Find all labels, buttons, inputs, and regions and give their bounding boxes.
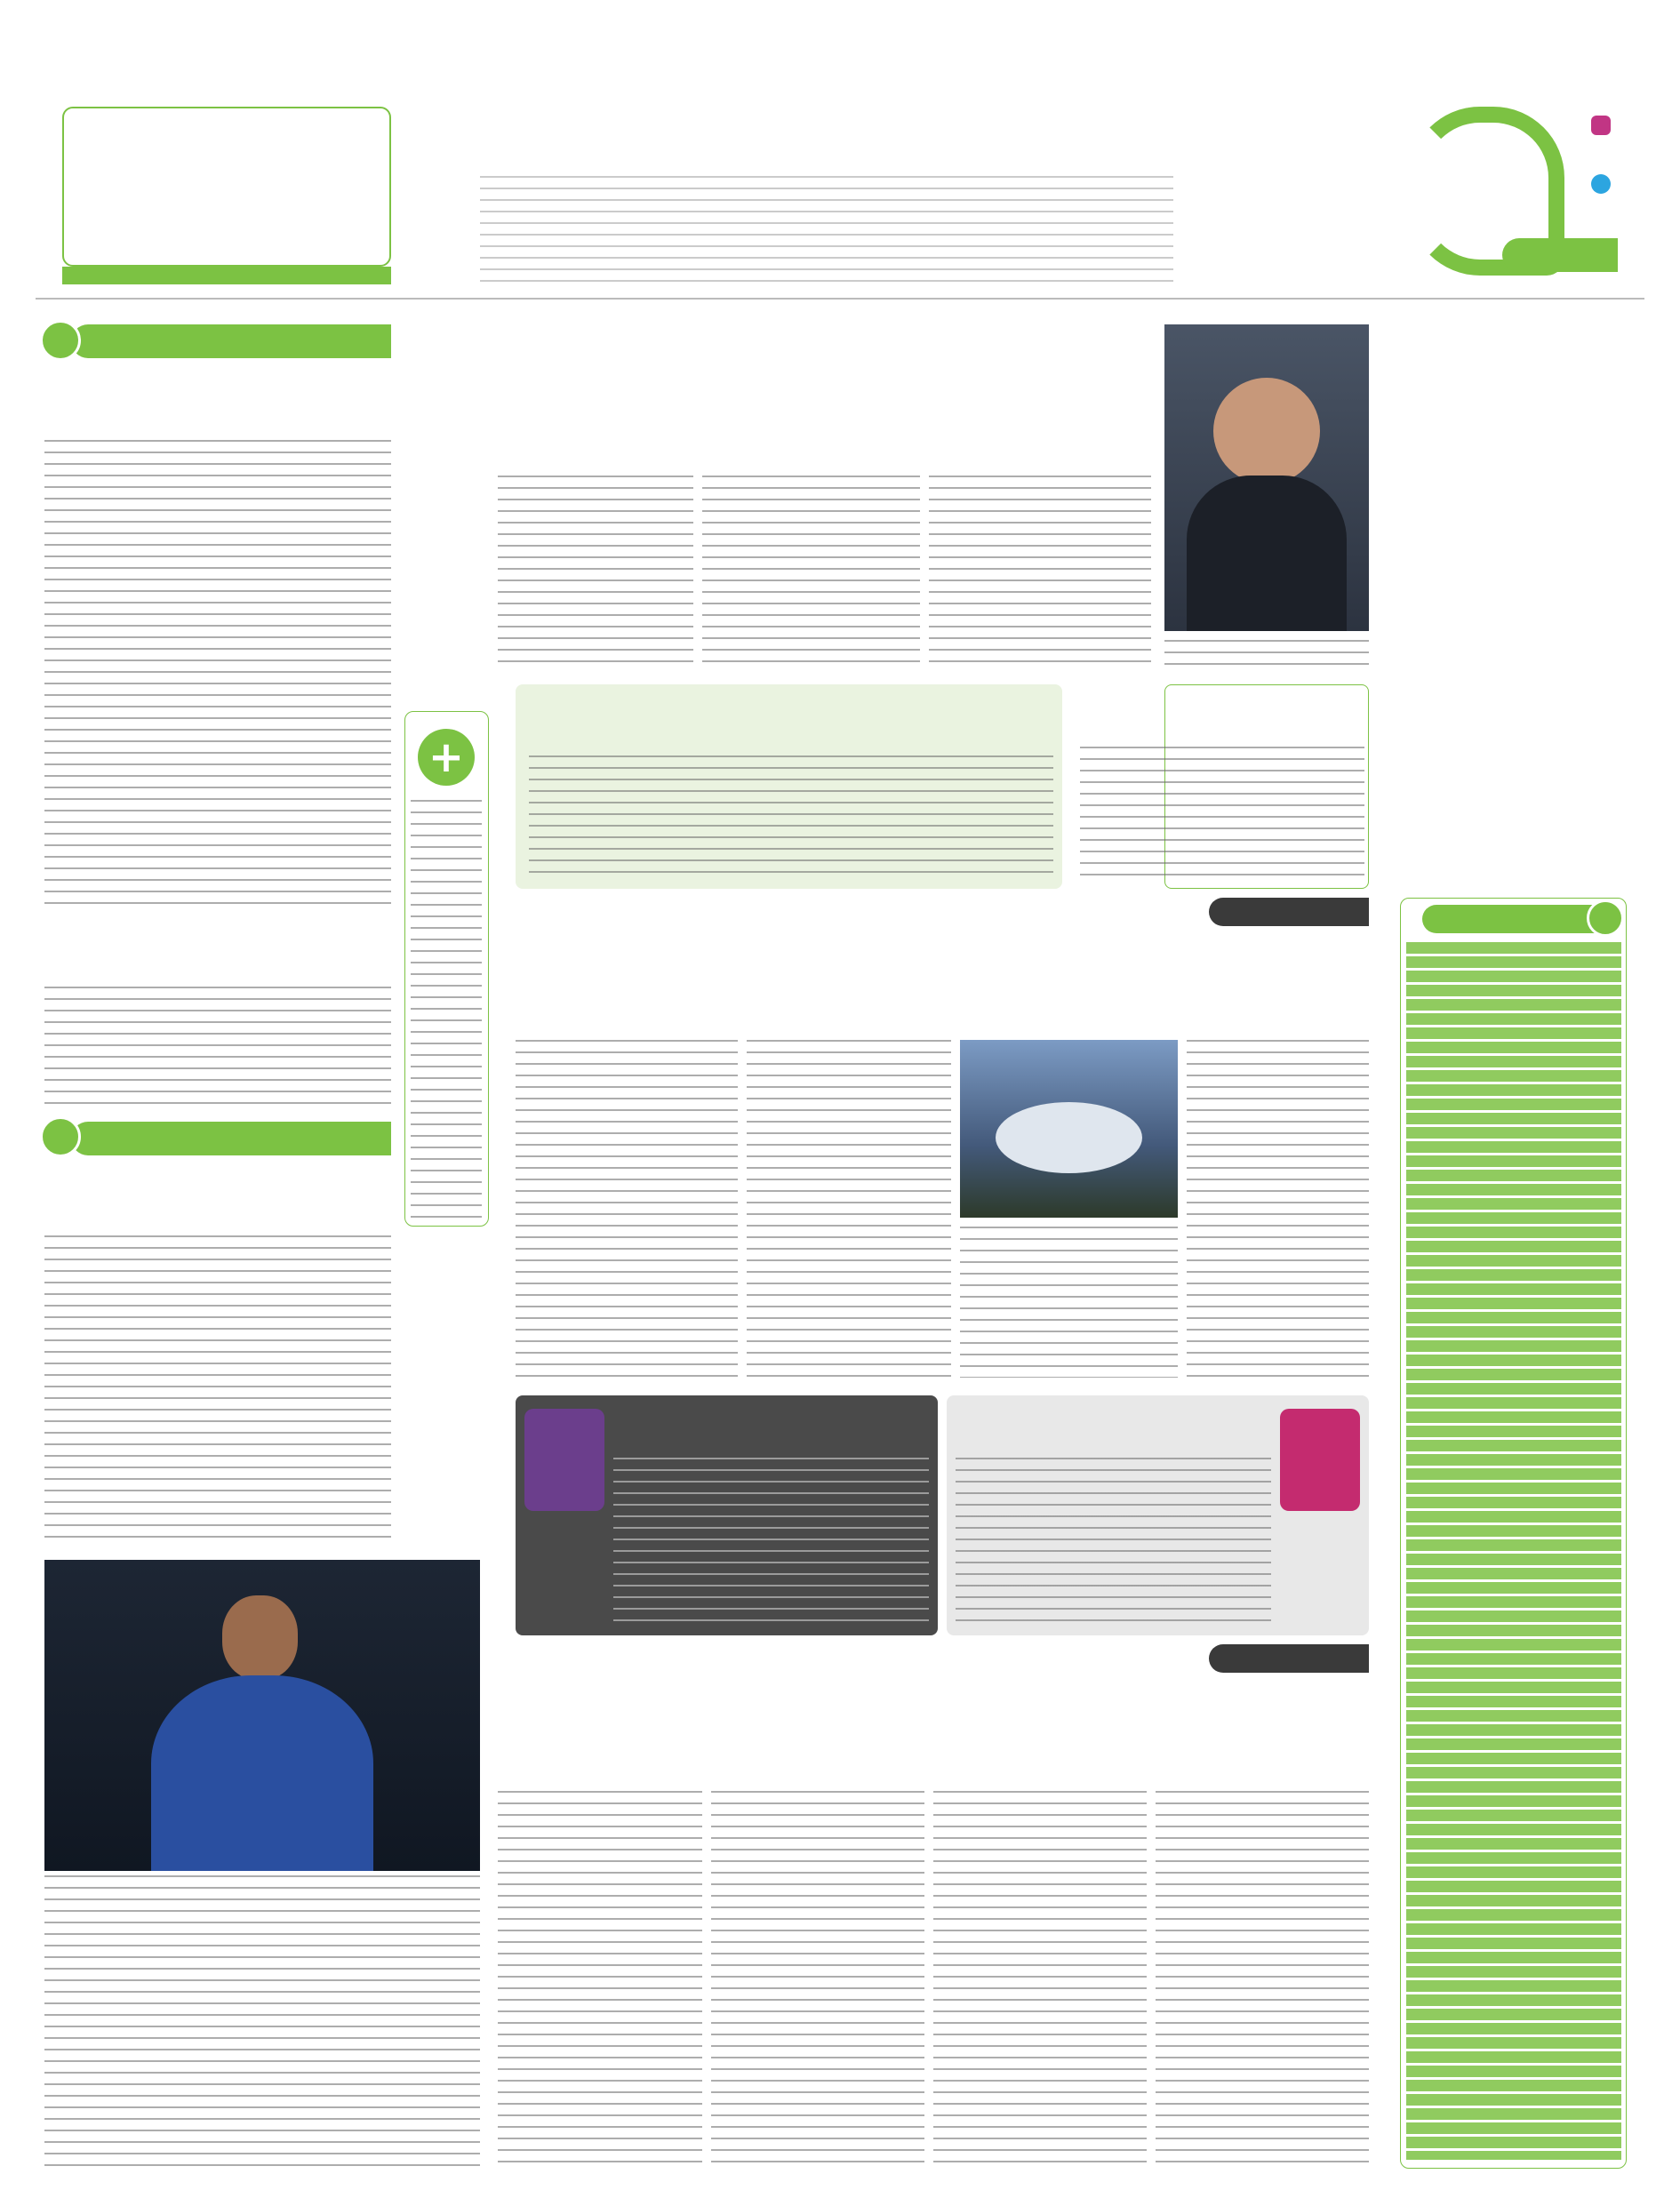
box-a-badge (524, 1409, 604, 1511)
pen-icon (40, 320, 81, 361)
top-story-body (480, 176, 1173, 292)
lead-body-col-2 (702, 476, 920, 667)
brand-green-bar (1502, 238, 1618, 272)
box-b-badge (1280, 1409, 1360, 1511)
person-portrait-icon (1213, 378, 1320, 484)
telegram-icon[interactable] (1591, 174, 1611, 194)
gap-body-col-4 (498, 1791, 702, 2169)
gap-body-col-3 (711, 1791, 924, 2169)
dast-body-col-2 (747, 1040, 951, 1378)
lead-body-col-3 (498, 476, 693, 667)
dast-body-col-1 (1187, 1040, 1369, 1378)
gozaresh-label (71, 1122, 391, 1155)
calendar-icon (1587, 899, 1624, 937)
lead-body-col-1 (929, 476, 1151, 667)
box-b-body (956, 1458, 1271, 1627)
gap-body-col-2 (933, 1791, 1147, 2169)
website-bar (62, 267, 391, 284)
pavandeh-body (44, 440, 391, 911)
dast-body-col-3 (516, 1040, 738, 1378)
plus-column-body (411, 800, 482, 1218)
player-head-icon (222, 1595, 298, 1680)
pavandeh-label (71, 324, 391, 358)
box-a-body (613, 1458, 929, 1627)
lead-photo-caption (1164, 640, 1369, 670)
player-photo (44, 1560, 480, 1871)
goal-logo-panel (62, 107, 391, 267)
box-news-body (1080, 747, 1364, 880)
dast-label (1209, 898, 1369, 926)
didar-body (44, 987, 391, 1111)
dast-body-col-4 (960, 1227, 1178, 1378)
calendar-rows (1406, 942, 1621, 2160)
gap-photo-caption-body (44, 1875, 480, 2169)
calendar-title (1422, 905, 1600, 933)
microphone-icon (40, 1116, 81, 1157)
instagram-icon[interactable] (1591, 116, 1611, 135)
gap-label (1209, 1644, 1369, 1673)
gozaresh-body (44, 1235, 391, 1538)
lead-photo (1164, 324, 1369, 631)
stadium-image (960, 1040, 1178, 1218)
masthead (0, 0, 1680, 311)
masthead-divider (36, 298, 1644, 300)
gap-body-col-1 (1156, 1791, 1369, 2169)
box-committee-body (529, 755, 1053, 880)
plus-icon: + (418, 729, 475, 786)
